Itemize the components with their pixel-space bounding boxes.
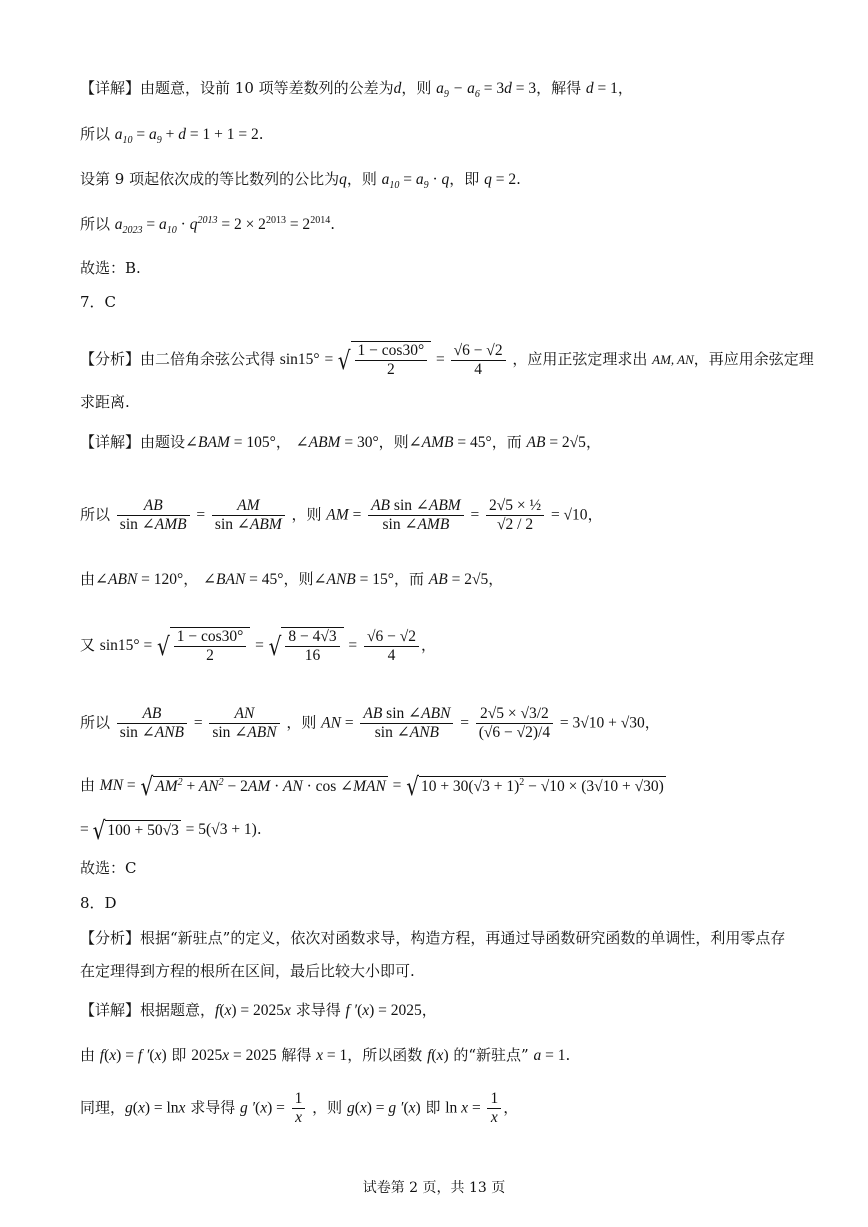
page-footer: 试卷第 2 页，共 13 页 — [362, 1180, 506, 1196]
answer-line-7: 故选：C — [80, 859, 137, 877]
detail-line-7-6: 由 MN = √ $AM^2 + AN^2 - 2AM$ · AN · cos ∠MAN = √ $10 + 30(√3 + 1)^2 - √10 \times (3√10 + √30)$ — [80, 771, 664, 802]
solution-line-3: 设第 9 项起依次成的等比数列的公比为q，则 $a_{10} = a_9 \cdot q$，即 q = 2. — [80, 170, 521, 192]
analysis-line-7: 【分析】由二倍角余弦公式得 sin15° = √ $\frac{1 - \cos 30^\circ}{2}$ = $\frac{√6 - √2}{4}$ ，应用正弦定理求出 AM, AN，再应用余弦定理 — [80, 341, 814, 378]
detail-line-8-3: 同理，g(x) = lnx 求导得 g ′(x) = $\frac{1}{x}$ ，则 g(x) = g ′(x) 即 ln x = $\frac{1}{x}$ ， — [80, 1090, 519, 1126]
detail-line-8-1: 【详解】根据题意，f(x) = 2025x 求导得 f ′(x) = 2025， — [80, 1001, 437, 1019]
solution-line-1: 【详解】由题意，设前 10 项等差数列的公差为d，则 $a_9 - a_6 = 3d = 3$，解得 d = 1， — [80, 79, 633, 101]
analysis-line-8a: 【分析】根据“新驻点”的定义，依次对函数求导，构造方程，再通过导函数研究函数的单调性，利用零点存 — [80, 929, 786, 947]
detail-line-7-1: 【详解】由题设∠BAM = 105°， ∠ABM = 30°，则∠AMB = 45°，而 AB = 2√5， — [80, 433, 601, 451]
solution-line-2: 所以 $a_{10} = a_9 + d = 1 + 1 = 2$. — [80, 125, 264, 147]
analysis-line-8b: 在定理得到方程的根所在区间，最后比较大小即可. — [80, 962, 415, 980]
detail-line-7-5: 所以 $\frac{AB}{\text{sin ∠ANB}}$ = $\frac{AN}{\text{sin ∠ABN}}$ ，则 AN = $\frac{\text{AB sin ∠ABN}}{\text{sin ∠ANB}}$ = $\frac{2√5 \times √3/2}{(√6 - √2)/4}$ = 3√10 + √30， — [80, 705, 660, 741]
analysis-line-7b: 求距离. — [80, 393, 130, 411]
detail-line-7-2: 所以 $\frac{AB}{\text{sin ∠AMB}}$ = $\frac{AM}{\text{sin ∠ABM}}$ ，则 AM = $\frac{\text{AB sin ∠ABM}}{\text{sin ∠AMB}}$ = $\frac{\text{2√5 × ½}}{√2 / 2}$ = √10， — [80, 497, 603, 533]
answer-line-6: 故选：B. — [80, 259, 141, 277]
detail-line-8-2: 由 f(x) = f ′(x) 即 2025x = 2025 解得 x = 1，所以函数 f(x) 的“新驻点” a = 1. — [80, 1046, 571, 1064]
detail-line-7-4: 又 sin15° = √ $\frac{1 - \cos 30^\circ}{2}$ = √ $\frac{8 - 4√3}{16}$ = $\frac{√6 - √2}{4}$ ， — [80, 627, 436, 664]
question-7-answer: 7．C — [80, 293, 117, 311]
detail-line-7-3: 由∠ABN = 120°， ∠BAN = 45°，则∠ANB = 15°，而 AB = 2√5， — [80, 570, 504, 588]
detail-line-7-7: = √ 100 + 50√3 = 5(√3 + 1). — [80, 815, 262, 846]
solution-line-4: 所以 $a_{2023} = a_{10} \cdot q^{2013} = 2 \times 2^{2013} = 2^{2014}$. — [80, 214, 335, 237]
question-8-answer: 8．D — [80, 894, 117, 912]
